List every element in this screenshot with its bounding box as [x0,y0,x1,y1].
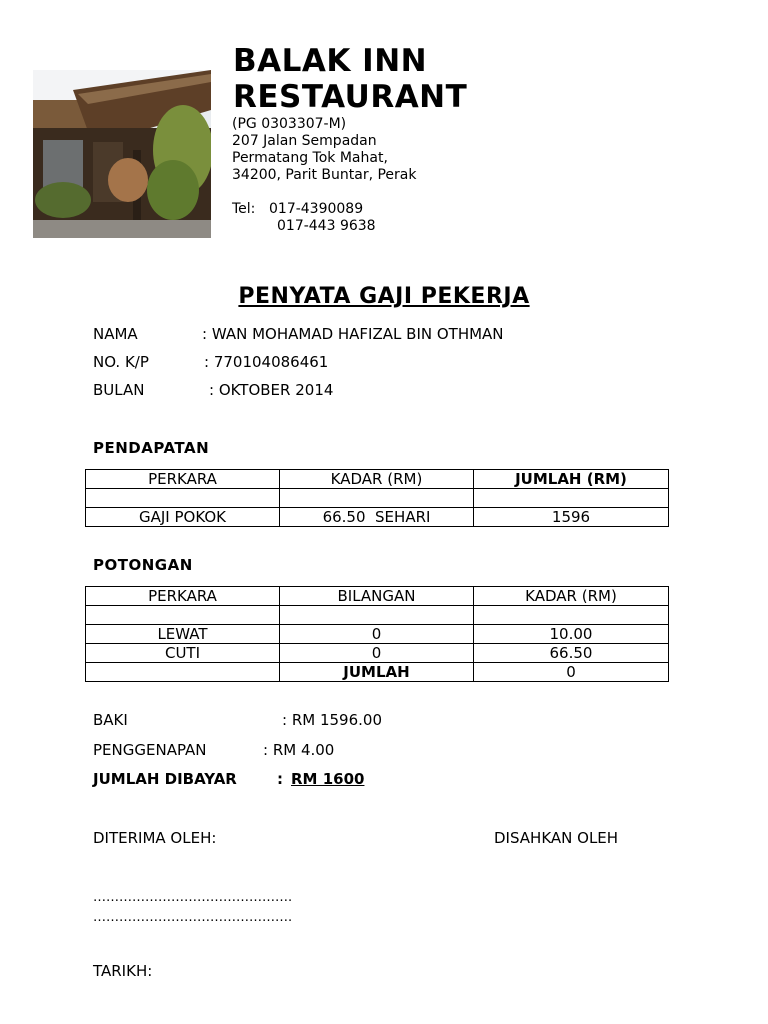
received-by-label: DITERIMA OLEH: [93,829,217,847]
earnings-table [85,469,669,527]
name-label: NAMA [93,325,138,343]
column-header: KADAR (RM) [474,587,669,606]
month-label: BULAN [93,381,145,399]
earnings-heading: PENDAPATAN [93,439,210,457]
table-cell: GAJI POKOK [86,508,280,527]
tel-number: 017-4390089 [269,201,364,217]
table-row [86,489,669,508]
table-row [86,644,669,663]
table-cell: 0 [280,625,474,644]
month-value: : OKTOBER 2014 [209,381,334,399]
table-header-row [86,587,669,606]
column-header: JUMLAH (RM) [474,470,669,489]
balance-value: : RM 1596.00 [282,711,382,729]
column-header: KADAR (RM) [280,470,474,489]
tel-number: 017-443 9638 [277,218,376,234]
signature-line: ………………………………………. [93,910,293,925]
address-line: 34200, Parit Buntar, Perak [232,167,417,183]
total-paid-colon: : [277,770,283,788]
total-value: 0 [474,663,669,682]
column-header: BILANGAN [280,587,474,606]
restaurant-photo [33,70,211,238]
restaurant-name [233,43,467,115]
total-label: JUMLAH [280,663,474,682]
table-cell: 0 [280,644,474,663]
rounding-label: PENGGENAPAN [93,741,207,759]
balance-label: BAKI [93,711,128,729]
table-header-row [86,470,669,489]
address-line: 207 Jalan Sempadan [232,133,377,149]
tel-label: Tel: [232,201,256,217]
address-line: Permatang Tok Mahat, [232,150,388,166]
rounding-value: : RM 4.00 [263,741,335,759]
approved-by-label: DISAHKAN OLEH [494,829,619,847]
date-label: TARIKH: [93,962,153,980]
total-paid-value: RM 1600 [291,770,365,788]
total-row [86,663,669,682]
deductions-table [85,586,669,682]
table-cell: LEWAT [86,625,280,644]
restaurant-name-line1: BALAK INN [233,43,428,79]
signature-line: ………………………………………. [93,890,293,905]
table-row [86,508,669,527]
ic-value: : 770104086461 [204,353,329,371]
ic-label: NO. K/P [93,353,149,371]
table-cell: 66.50 SEHARI [280,508,474,527]
table-row [86,625,669,644]
table-cell: 1596 [474,508,669,527]
registration-number: (PG 0303307-M) [232,116,347,132]
deductions-heading: POTONGAN [93,556,193,574]
table-row [86,606,669,625]
restaurant-name-line2: RESTAURANT [233,79,468,115]
column-header: PERKARA [86,470,280,489]
name-value: : WAN MOHAMAD HAFIZAL BIN OTHMAN [202,325,504,343]
document-title: PENYATA GAJI PEKERJA [238,284,530,309]
total-paid-label: JUMLAH DIBAYAR [93,770,237,788]
table-cell: CUTI [86,644,280,663]
table-cell: 66.50 [474,644,669,663]
table-cell: 10.00 [474,625,669,644]
column-header: PERKARA [86,587,280,606]
